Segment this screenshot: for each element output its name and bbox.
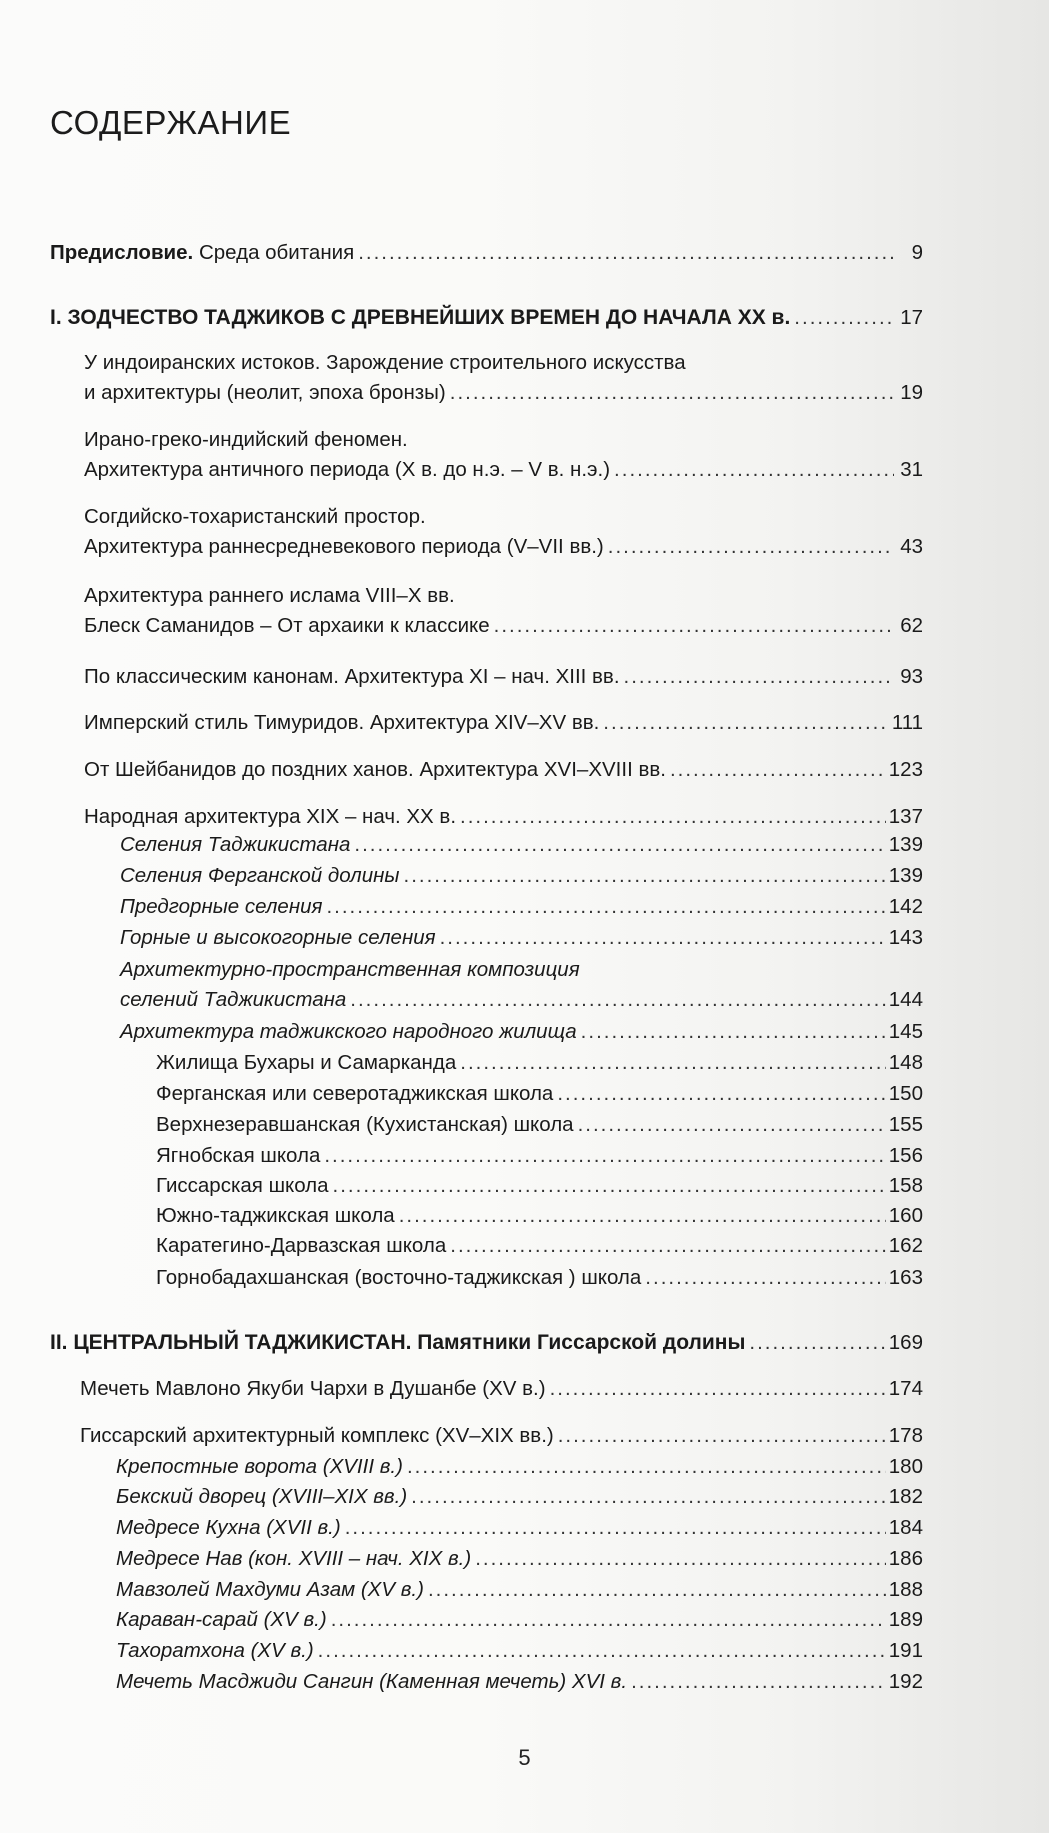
toc-leader-dots [460, 802, 886, 832]
toc-page-number: 174 [888, 1377, 923, 1400]
toc-subsection [116, 1544, 923, 1574]
toc-leader-dots [333, 1171, 886, 1201]
toc-page-number: 9 [911, 241, 923, 264]
page-number: 5 [518, 1745, 531, 1770]
toc-page-number: 188 [888, 1578, 923, 1601]
toc-page-number: 180 [888, 1455, 923, 1478]
toc-chapter [84, 502, 923, 562]
toc-page-number: 148 [888, 1051, 923, 1074]
toc-leader-dots [794, 303, 894, 333]
toc-page-number: 17 [900, 306, 923, 329]
toc-entry-bold-label: Предисловие. [50, 241, 194, 264]
toc-page-number: 144 [888, 988, 923, 1011]
toc-chapter [84, 348, 923, 408]
toc-leader-dots [558, 1421, 886, 1451]
toc-leader-dots [670, 755, 886, 785]
toc-subsection [120, 955, 923, 1015]
toc-leader-dots [399, 1201, 886, 1231]
toc-leader-dots [318, 1636, 886, 1666]
toc-entry-text: Южно-таджикская школа [156, 1204, 395, 1227]
toc-entry-text: Архитектура раннего ислама VIII–X вв. [84, 584, 455, 607]
toc-page-number: 158 [888, 1174, 923, 1197]
toc-entry-text: Гиссарская школа [156, 1174, 329, 1197]
toc-section-1 [50, 303, 923, 333]
toc-entry-text: и архитектуры (неолит, эпоха бронзы) [84, 381, 446, 404]
toc-chapter [84, 802, 923, 832]
toc-subsection [116, 1575, 923, 1605]
toc-page-number: 192 [888, 1670, 923, 1693]
toc-section-2 [50, 1328, 923, 1358]
toc-page-number: 145 [888, 1020, 923, 1043]
toc-leader-dots [749, 1328, 885, 1358]
toc-entry-text: Блеск Саманидов – От архаики к классике [84, 614, 490, 637]
toc-page-number: 93 [900, 665, 923, 688]
toc-page-number: 162 [888, 1234, 923, 1257]
toc-leader-dots [578, 1110, 886, 1140]
toc-chapter [84, 581, 923, 641]
toc-subsection [120, 1017, 923, 1047]
toc-leader-dots [475, 1544, 886, 1574]
toc-chapter [84, 425, 923, 485]
toc-page-number: 189 [888, 1608, 923, 1631]
toc-leader-dots [440, 923, 886, 953]
toc-entry-text: По классическим канонам. Архитектура XI – нач. XIII вв. [84, 665, 620, 688]
toc-subsection [116, 1513, 923, 1543]
toc-page-number: 19 [900, 381, 923, 404]
toc-subsection [116, 1482, 923, 1512]
toc-subsection [116, 1667, 923, 1697]
toc-entry-text: Караван-сарай (XV в.) [116, 1608, 327, 1631]
toc-entry-text: Архитектурно-пространственная композиция [120, 958, 580, 981]
toc-leader-dots [581, 1017, 886, 1047]
toc-page-number: 191 [888, 1639, 923, 1662]
toc-subsection [120, 923, 923, 953]
toc-chapter [84, 708, 923, 738]
toc-entry-text: Селения Таджикистана [120, 833, 351, 856]
toc-subsection [116, 1605, 923, 1635]
toc-entry-text: Народная архитектура XIX – нач. XX в. [84, 805, 457, 828]
toc-sub-subsection [156, 1171, 923, 1201]
toc-subsection [116, 1636, 923, 1666]
toc-sub-subsection [156, 1263, 923, 1293]
toc-sub-subsection [156, 1110, 923, 1140]
toc-entry-text: Согдийско-тохаристанский простор. [84, 505, 426, 528]
toc-page-number: 169 [888, 1331, 923, 1354]
toc-entry-text: Горные и высокогорные селения [120, 926, 436, 949]
toc-leader-dots [407, 1452, 886, 1482]
toc-subsection [120, 892, 923, 922]
toc-leader-dots [557, 1079, 885, 1109]
toc-leader-dots [350, 985, 886, 1015]
toc-leader-dots [324, 1141, 885, 1171]
contents-heading: СОДЕРЖАНИЕ [50, 104, 292, 141]
toc-leader-dots [331, 1605, 886, 1635]
toc-leader-dots [326, 892, 885, 922]
toc-subsection [120, 861, 923, 891]
toc-entry-text: Медресе Кухна (XVII в.) [116, 1516, 341, 1539]
toc-leader-dots [603, 708, 889, 738]
toc-entry-text: Архитектура античного периода (X в. до н.э. – V в. н.э.) [84, 458, 611, 481]
toc-page-number: 142 [888, 895, 923, 918]
toc-page-number: 111 [891, 711, 923, 734]
toc-entry-text: От Шейбанидов до поздних ханов. Архитектура XVI–XVIII вв. [84, 758, 666, 781]
toc-entry-text: Верхнезеравшанская (Кухистанская) школа [156, 1113, 574, 1136]
toc-page-number: 182 [888, 1485, 923, 1508]
toc-page-number: 163 [888, 1266, 923, 1289]
toc-entry-text: Имперский стиль Тимуридов. Архитектура XIV–XV вв. [84, 711, 600, 734]
toc-page-number: 155 [888, 1113, 923, 1136]
toc-leader-dots [428, 1575, 886, 1605]
toc-entry-text: Архитектура раннесредневекового периода (V–VII вв.) [84, 535, 604, 558]
toc-leader-dots [550, 1374, 886, 1404]
toc-entry-text: Тахоратхона (XV в.) [116, 1639, 314, 1662]
toc-page-number: 123 [888, 758, 923, 781]
toc-entry-text: Горнобадахшанская (восточно-таджикская ) школа [156, 1266, 642, 1289]
toc-entry-text: Мечеть Масджиди Сангин (Каменная мечеть) XVI в. [116, 1670, 628, 1693]
toc-page-number: 62 [900, 614, 923, 637]
toc-entry-text: Ферганская или северотаджикская школа [156, 1082, 554, 1105]
toc-entry-text: Архитектура таджикского народного жилища [120, 1020, 577, 1043]
toc-entry-text: Ирано-греко-индийский феномен. [84, 428, 408, 451]
toc-leader-dots [345, 1513, 886, 1543]
toc-page-number: 160 [888, 1204, 923, 1227]
toc-entry-text: селений Таджикистана [120, 988, 347, 1011]
toc-entry-text: Мечеть Мавлоно Якуби Чархи в Душанбе (XV в.) [80, 1377, 546, 1400]
toc-page-number: 139 [888, 864, 923, 887]
toc-leader-dots [645, 1263, 885, 1293]
toc-leader-dots [450, 1231, 886, 1261]
toc-subsection [120, 830, 923, 860]
toc-leader-dots [358, 238, 894, 268]
toc-page-number: 186 [888, 1547, 923, 1570]
toc-chapter [80, 1421, 923, 1451]
toc-leader-dots [404, 861, 886, 891]
toc-entry-text: Селения Ферганской долины [120, 864, 400, 887]
toc-leader-dots [411, 1482, 886, 1512]
toc-page-number: 31 [900, 458, 923, 481]
toc-entry-text: Среда обитания [193, 241, 355, 264]
toc-entry-text: Мавзолей Махдуми Азам (XV в.) [116, 1578, 424, 1601]
toc-entry-text: Бекский дворец (XVIII–XIX вв.) [116, 1485, 408, 1508]
toc-sub-subsection [156, 1079, 923, 1109]
toc-sub-subsection [156, 1048, 923, 1078]
toc-leader-dots [608, 532, 894, 562]
toc-sub-subsection [156, 1201, 923, 1231]
toc-leader-dots [460, 1048, 886, 1078]
toc-leader-dots [494, 611, 894, 641]
toc-entry-text: Гиссарский архитектурный комплекс (XV–XIX вв.) [80, 1424, 554, 1447]
toc-leader-dots [614, 455, 894, 485]
toc-section-title: I. ЗОДЧЕСТВО ТАДЖИКОВ С ДРЕВНЕЙШИХ ВРЕМЕН ДО НАЧАЛА XX в. [50, 306, 791, 329]
toc-page-number: 137 [888, 805, 923, 828]
toc-sub-subsection [156, 1141, 923, 1171]
toc-sub-subsection [156, 1231, 923, 1261]
toc-chapter [84, 755, 923, 785]
toc-entry-text: Жилища Бухары и Самарканда [156, 1051, 457, 1074]
toc-page-number: 43 [900, 535, 923, 558]
toc-entry-text: Каратегино-Дарвазская школа [156, 1234, 447, 1257]
toc-chapter [80, 1374, 923, 1404]
toc-entry-preface [50, 238, 923, 268]
toc-leader-dots [450, 378, 894, 408]
toc-page-number: 150 [888, 1082, 923, 1105]
toc-leader-dots [354, 830, 885, 860]
toc-page-number: 178 [888, 1424, 923, 1447]
toc-entry-text: Медресе Нав (кон. XVIII – нач. XIX в.) [116, 1547, 472, 1570]
toc-page-number: 139 [888, 833, 923, 856]
toc-leader-dots [624, 662, 894, 692]
toc-page-number: 143 [888, 926, 923, 949]
toc-entry-text: Ягнобская школа [156, 1144, 321, 1167]
toc-page-number: 156 [888, 1144, 923, 1167]
toc-section-title: II. ЦЕНТРАЛЬНЫЙ ТАДЖИКИСТАН. Памятники Гиссарской долины [50, 1331, 746, 1354]
toc-entry-text: У индоиранских истоков. Зарождение строительного искусства [84, 351, 686, 374]
toc-entry-text: Крепостные ворота (XVIII в.) [116, 1455, 403, 1478]
toc-subsection [116, 1452, 923, 1482]
toc-leader-dots [631, 1667, 886, 1697]
toc-chapter [84, 662, 923, 692]
toc-page-number: 184 [888, 1516, 923, 1539]
toc-entry-text: Предгорные селения [120, 895, 323, 918]
